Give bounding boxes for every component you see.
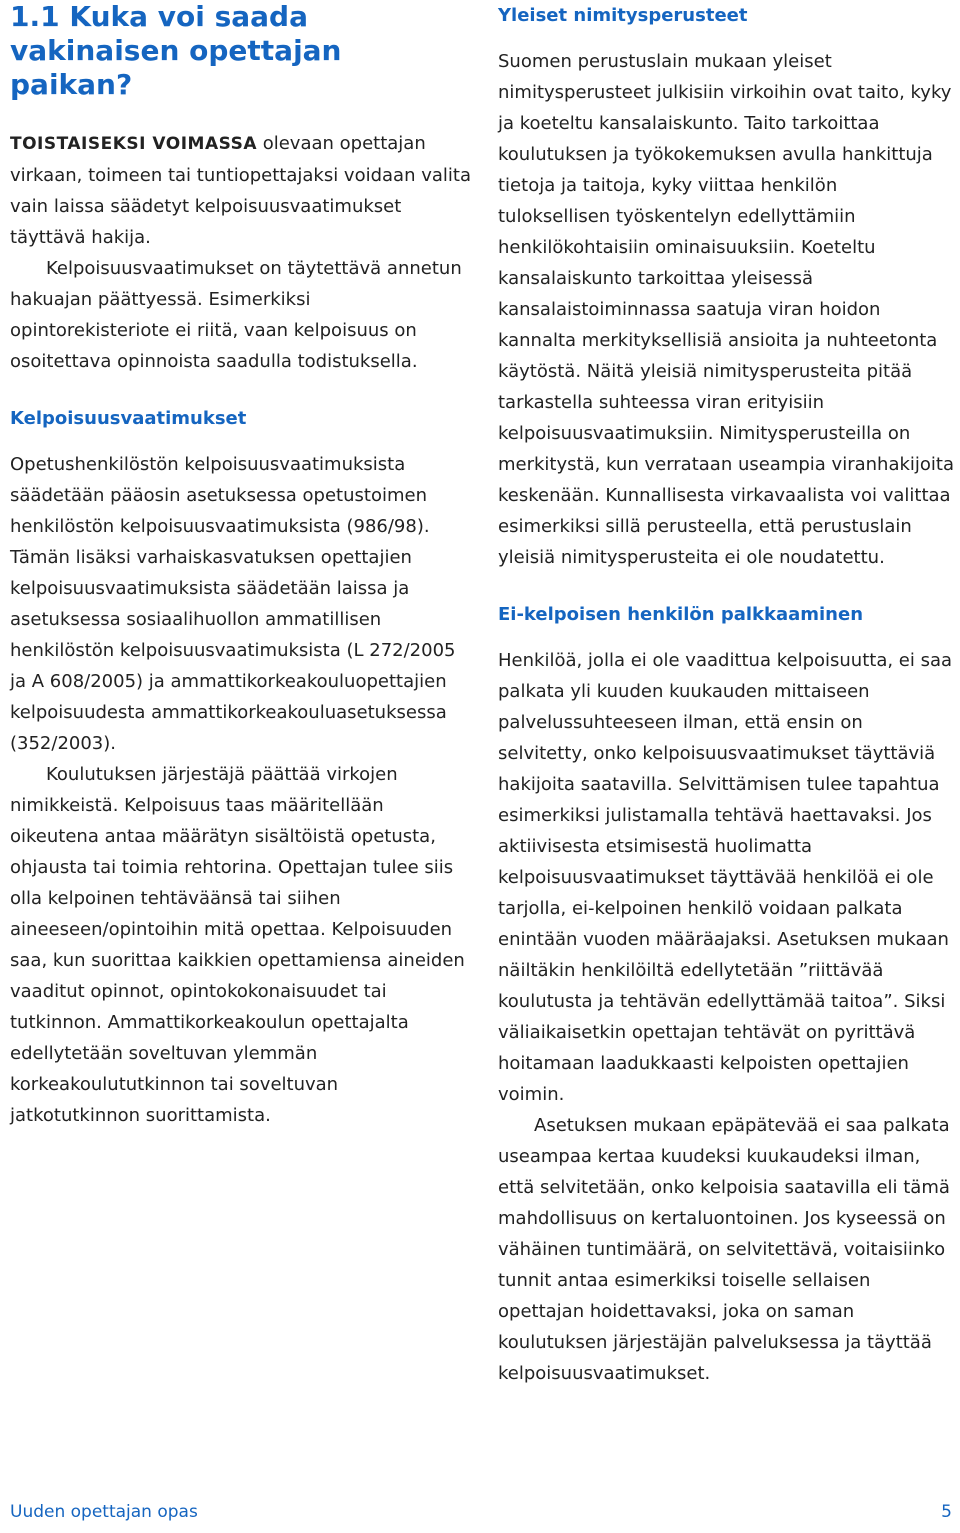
page-title-text: Kuka voi saada vakinaisen opettajan paikan? — [10, 0, 342, 101]
right-column — [498, 0, 954, 1389]
kelpoisuus-paragraph-2: Koulutuksen järjestäjä päättää virkojen nimikkeistä. Kelpoisuus taas määritellään oikeutena antaa määrätyn sisältöistä opetusta, ohjausta tai toimia rehtorina. Opettajan tulee siis olla kelpoinen tehtäväänsä tai siihen aineeseen/opintoihin mitä opettaa. Kelpoisuuden saa, kun suorittaa kaikkien opettamiensa aineiden vaaditut opinnot, opintokokonaisuudet tai tutkinnon. Ammattikorkeakoulun opettajalta edellytetään soveltuvan ylemmän korkeakoulututkinnon tai soveltuvan jatkotutkinnon suorittamista. — [10, 764, 465, 1126]
kelpoisuus-paragraph-1: Opetushenkilöstön kelpoisuusvaatimuksista säädetään pääosin asetuksessa opetustoimen henkilöstön kelpoisuusvaatimuksista (986/98). Tämän lisäksi varhaiskasvatuksen opettajien kelpoisuusvaatimuksista säädetään laissa ja asetuksessa sosiaalihuollon ammatillisen henkilöstön kelpoisuusvaatimuksista (L 272/2005 ja A 608/2005) ja ammattikorkeakouluopettajien kelpoisuudesta ammattikorkeakouluasetuksessa (352/2003). — [10, 454, 456, 754]
palkkaaminen-paragraph-1: Henkilöä, jolla ei ole vaadittua kelpoisuutta, ei saa palkata yli kuuden kuukauden mittaiseen palvelussuhteeseen ilman, että ensin on selvitetty, onko kelpoisuusvaatimukset täyttäviä hakijoita saatavilla. Selvittämisen tulee tapahtua esimerkiksi julistamalla tehtävä haettavaksi. Jos aktiivisesta etsimisestä huolimatta kelpoisuusvaatimukset täyttävää henkilöä ei ole tarjolla, ei-kelpoinen henkilö voidaan palkata enintään vuoden määräajaksi. Asetuksen mukaan näiltäkin henkilöiltä edellytetään ”riittävää koulutusta ja tehtävän edellyttämää taitoa”. Siksi väliaikaisetkin opettajan tehtävät on pyrittävä hoitamaan laadukkaasti kelpoisten opettajien voimin. — [498, 650, 953, 1105]
intro-paragraph — [10, 128, 472, 253]
footer-publication-title: Uuden opettajan opas — [10, 1502, 198, 1522]
intro-lead-caps: TOISTAISEKSI VOIMASSA — [10, 134, 257, 154]
footer-page-number: 5 — [941, 1502, 952, 1522]
left-column — [10, 0, 472, 1131]
section-heading-ei-kelpoisen-palkkaaminen: Ei-kelpoisen henkilön palkkaaminen — [498, 604, 864, 625]
intro-paragraph-2: Kelpoisuusvaatimukset on täytettävä annetun hakuajan päättyessä. Esimerkiksi opintorekisteriote ei riitä, vaan kelpoisuus on osoitettava opinnoista saadulla todistuksella. — [10, 258, 462, 372]
nimitysperusteet-paragraph: Suomen perustuslain mukaan yleiset nimitysperusteet julkisiin virkoihin ovat taito, kyky ja koeteltu kansalaiskunto. Taito tarkoittaa koulutuksen ja työkokemuksen avulla hankittuja tietoja ja taitoja, kyky viittaa henkilön tuloksellisen työskentelyn edellyttämiin henkilökohtaisiin ominaisuuksiin. Koeteltu kansalaiskunto tarkoittaa yleisessä kansalaistoiminnassa saatuja viran hoidon kannalta merkityksellisiä ansioita ja nuhteetonta käytöstä. Näitä yleisiä nimitysperusteita pitää tarkastella suhteessa viran erityisiin kelpoisuusvaatimuksiin. Nimitysperusteilla on merkitystä, kun verrataan useampia viranhakijoita keskenään. Kunnallisesta virkavaalista voi valittaa esimerkiksi sillä perusteella, että perustuslain yleisiä nimitysperusteita ei ole noudatettu. — [498, 51, 955, 568]
section-heading-yleiset-nimitysperusteet: Yleiset nimitysperusteet — [498, 5, 748, 26]
page-title — [10, 0, 472, 102]
palkkaaminen-paragraph-2: Asetuksen mukaan epäpätevää ei saa palkata useampaa kertaa kuudeksi kuukaudeksi ilman, että selvitetään, onko kelpoisia saatavilla eli tämä mahdollisuus on kertaluontoinen. Jos kyseessä on vähäinen tuntimäärä, on selvitettävä, voitaisiinko tunnit antaa esimerkiksi toiselle sellaisen opettajan hoidettavaksi, joka on saman koulutuksen järjestäjän palveluksessa ja täyttää kelpoisuusvaatimukset. — [498, 1115, 950, 1384]
section-heading-kelpoisuusvaatimukset: Kelpoisuusvaatimukset — [10, 408, 247, 429]
page-title-number: 1.1 — [10, 0, 60, 33]
intro-rest: olevaan opettajan virkaan, toimeen tai tuntiopettajaksi voidaan valita vain laissa säädetyt kelpoisuusvaatimukset täyttävä hakija. — [10, 133, 471, 248]
